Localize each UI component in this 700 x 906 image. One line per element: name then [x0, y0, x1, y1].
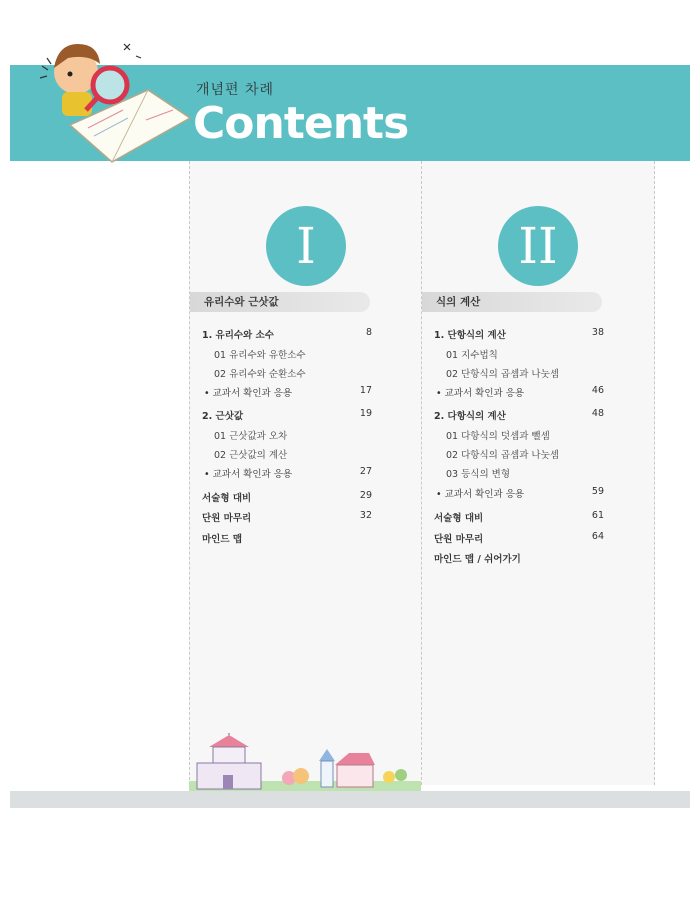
toc-page-number: 27 [359, 466, 372, 477]
toc-page-number: 17 [359, 385, 372, 396]
toc-entry: 1. 유리수와 소수 [202, 330, 274, 341]
toc-page-number: 61 [591, 510, 604, 521]
toc-entry: 마인드 맵 [202, 534, 243, 545]
toc-entry: 서술형 대비 [202, 493, 252, 504]
toc-page-number: 29 [359, 490, 372, 501]
part-2-chapter-bar [422, 292, 602, 312]
part-2-panel [421, 161, 655, 785]
part-2-chapter-title: 식의 계산 [436, 296, 481, 308]
part-1-chapter-bar [190, 292, 370, 312]
toc-entry: 02 단항식의 곱셈과 나눗셈 [446, 369, 559, 380]
toc-entry: 02 근삿값의 계산 [214, 450, 288, 461]
toc-entry: 01 다항식의 덧셈과 뺄셈 [446, 431, 550, 442]
toc-entry: 01 근삿값과 오차 [214, 431, 288, 442]
toc-entry: 2. 다항식의 계산 [434, 411, 506, 422]
toc-page-number: 19 [359, 408, 372, 419]
toc-entry: • 교과서 확인과 응용 [204, 388, 293, 399]
part-1-chapter-title: 유리수와 근삿값 [204, 296, 279, 308]
contents-subtitle: 개념편 차례 [196, 82, 275, 98]
toc-page-number: 64 [591, 531, 604, 542]
toc-entry: 03 등식의 변형 [446, 469, 511, 480]
toc-page-number: 38 [591, 327, 604, 338]
mascot-illustration [28, 30, 198, 170]
toc-entry: 02 다항식의 곱셈과 나눗셈 [446, 450, 559, 461]
part-1-panel [189, 161, 423, 785]
toc-entry: 02 유리수와 순환소수 [214, 369, 306, 380]
toc-page-number: 8 [365, 327, 372, 338]
toc-page-number: 59 [591, 486, 604, 497]
part-2-numeral: II [498, 206, 578, 286]
toc-entry: 단원 마무리 [202, 513, 252, 524]
footer-band [10, 791, 690, 808]
toc-entry: 01 지수법칙 [446, 350, 498, 361]
part-1-numeral: I [266, 206, 346, 286]
toc-page-number: 46 [591, 385, 604, 396]
toc-entry: 1. 단항식의 계산 [434, 330, 506, 341]
toc-entry: 2. 근삿값 [202, 411, 244, 422]
page-title: Contents [193, 98, 409, 149]
toc-entry: 마인드 맵 / 쉬어가기 [434, 554, 521, 565]
toc-entry: • 교과서 확인과 응용 [436, 489, 525, 500]
toc-page-number: 32 [359, 510, 372, 521]
toc-entry: • 교과서 확인과 응용 [204, 469, 293, 480]
toc-entry: 단원 마무리 [434, 534, 484, 545]
toc-page-number: 48 [591, 408, 604, 419]
toc-entry: • 교과서 확인과 응용 [436, 388, 525, 399]
toc-entry: 서술형 대비 [434, 513, 484, 524]
town-illustration [189, 733, 421, 793]
toc-entry: 01 유리수와 유한소수 [214, 350, 306, 361]
